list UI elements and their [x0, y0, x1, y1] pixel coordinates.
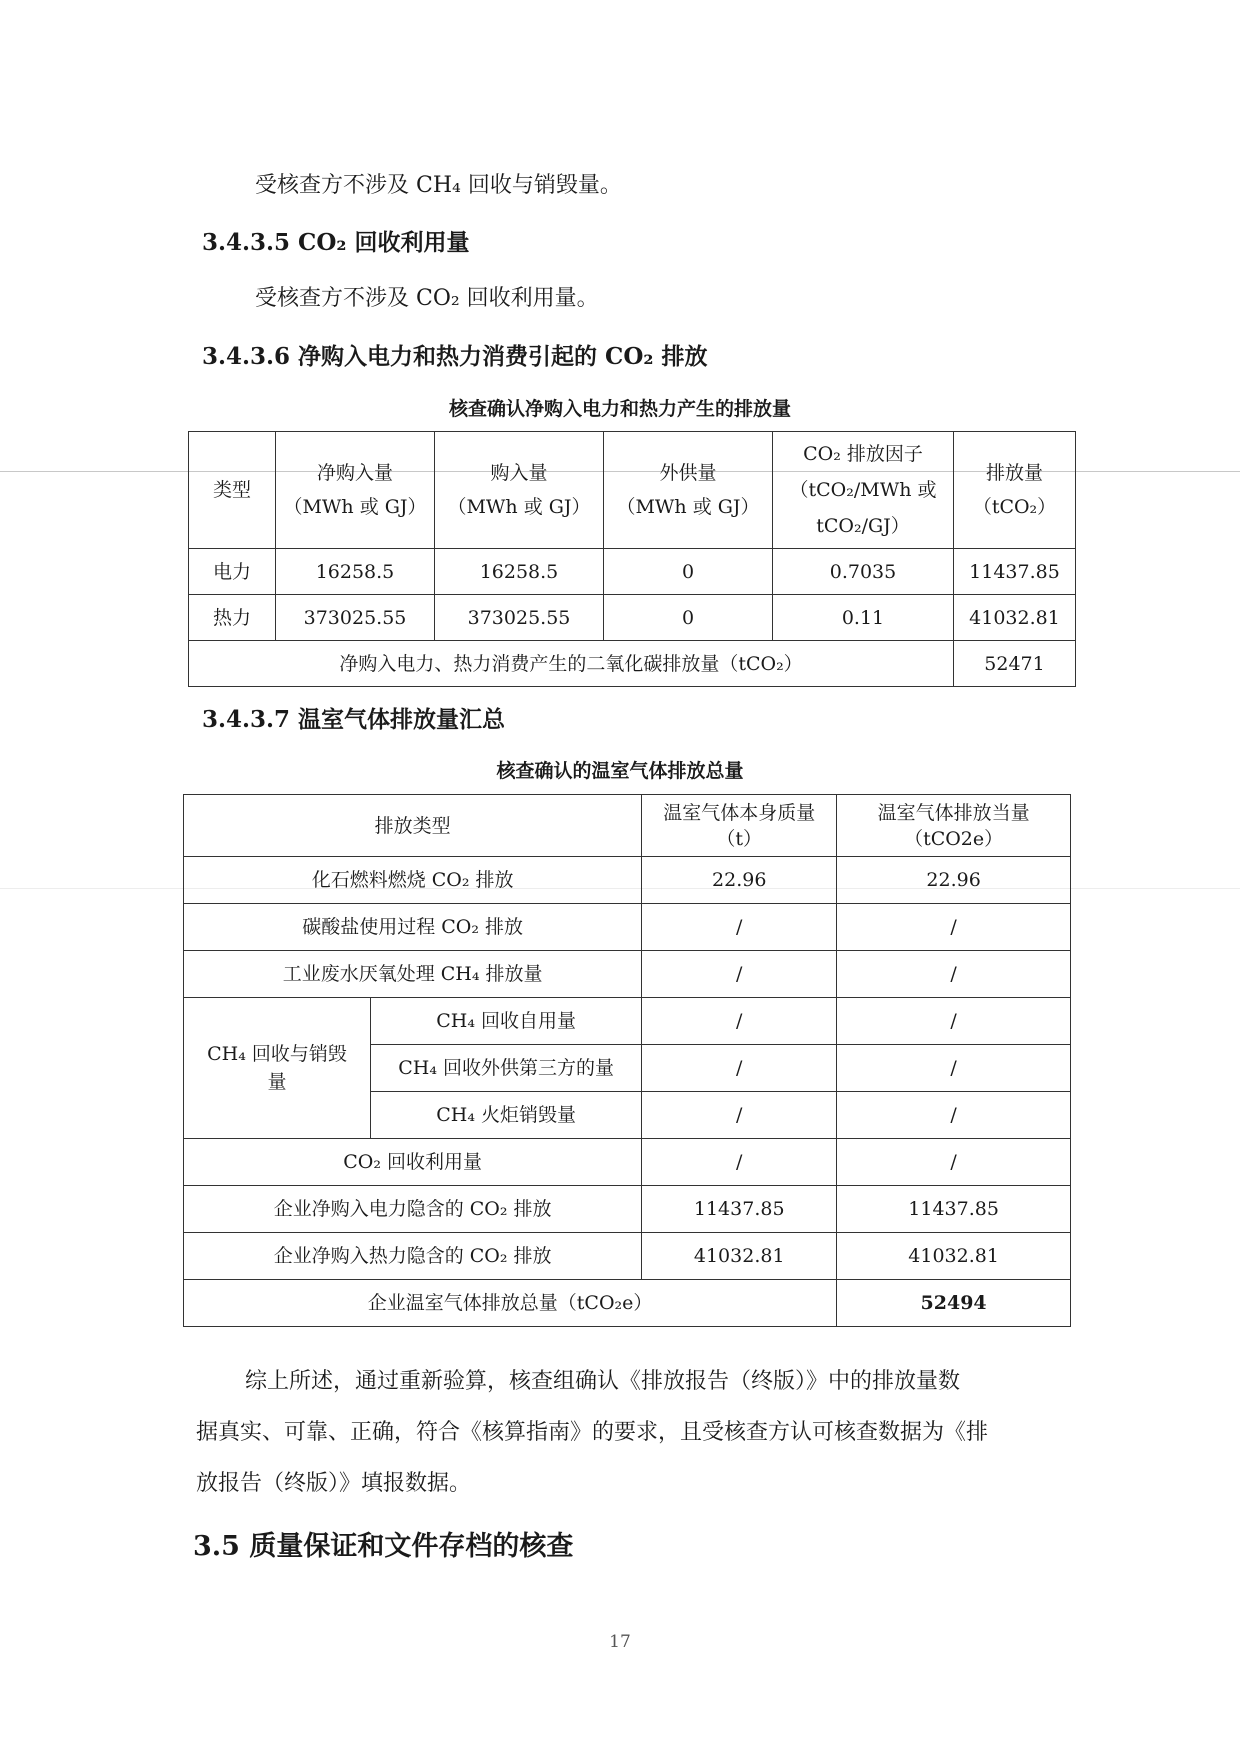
heading-3435: 3.4.3.5 CO₂ 回收利用量	[202, 229, 470, 256]
header-buy-label: 购入量	[490, 462, 548, 484]
conclusion-line-3: 放报告（终版）》填报数据。	[196, 1471, 472, 1496]
header-factor-label: CO₂ 排放因子	[803, 443, 923, 465]
cell-out: 0	[604, 595, 773, 641]
header-net	[276, 432, 435, 549]
header-out	[604, 432, 773, 549]
table-row	[184, 951, 1071, 998]
cell-equivalent: /	[837, 998, 1071, 1045]
table-row	[184, 904, 1071, 951]
cell-net: 373025.55	[276, 595, 435, 641]
table1-caption: 核查确认净购入电力和热力产生的排放量	[448, 398, 791, 420]
header-out-unit: （MWh 或 GJ）	[616, 496, 760, 518]
group-label: CH₄ 回收与销毁量	[184, 998, 371, 1139]
cell-type: 电力	[189, 549, 276, 595]
paragraph-co2: 受核查方不涉及 CO₂ 回收利用量。	[255, 286, 599, 311]
cell-equivalent: 11437.85	[837, 1186, 1071, 1233]
page-number: 17	[609, 1632, 631, 1652]
cell-equivalent: /	[837, 1139, 1071, 1186]
cell-mass: /	[642, 904, 837, 951]
cell-emission: 41032.81	[954, 595, 1076, 641]
net-purchase-table	[188, 431, 1076, 687]
row-label: CH₄ 火炬销毁量	[371, 1092, 642, 1139]
row-label: CH₄ 回收外供第三方的量	[371, 1045, 642, 1092]
cell-factor: 0.7035	[773, 549, 954, 595]
cell-equivalent: /	[837, 951, 1071, 998]
cell-net: 16258.5	[276, 549, 435, 595]
header-mass: 温室气体本身质量（t）	[642, 795, 837, 857]
table-row	[184, 1233, 1071, 1280]
header-out-label: 外供量	[659, 462, 717, 484]
table-row	[184, 1139, 1071, 1186]
cell-equivalent: /	[837, 1092, 1071, 1139]
header-net-unit: （MWh 或 GJ）	[283, 496, 427, 518]
row-label: CH₄ 回收自用量	[371, 998, 642, 1045]
total-label: 企业温室气体排放总量（tCO₂e）	[184, 1280, 837, 1327]
paragraph-ch4: 受核查方不涉及 CH₄ 回收与销毁量。	[255, 173, 622, 198]
table-row	[189, 549, 1076, 595]
table-row	[184, 1186, 1071, 1233]
header-emission	[954, 432, 1076, 549]
header-factor-unit2: tCO₂/GJ）	[816, 515, 910, 537]
table-row	[189, 595, 1076, 641]
conclusion-line-2: 据真实、可靠、正确，符合《核算指南》的要求，且受核查方认可核查数据为《排	[196, 1420, 989, 1445]
row-label: 工业废水厌氧处理 CH₄ 排放量	[184, 951, 642, 998]
total-value: 52471	[954, 641, 1076, 687]
cell-mass: 22.96	[642, 857, 837, 904]
header-factor	[773, 432, 954, 549]
conclusion-line-1: 综上所述，通过重新验算，核查组确认《排放报告（终版）》中的排放量数	[245, 1369, 961, 1394]
heading-35: 3.5 质量保证和文件存档的核查	[193, 1531, 574, 1562]
heading-3436: 3.4.3.6 净购入电力和热力消费引起的 CO₂ 排放	[202, 343, 708, 370]
cell-equivalent: 22.96	[837, 857, 1071, 904]
table-total-row	[189, 641, 1076, 687]
header-buy	[435, 432, 604, 549]
row-label: 企业净购入电力隐含的 CO₂ 排放	[184, 1186, 642, 1233]
cell-mass: /	[642, 951, 837, 998]
header-buy-unit: （MWh 或 GJ）	[447, 496, 591, 518]
cell-type: 热力	[189, 595, 276, 641]
header-equivalent: 温室气体排放当量（tCO2e）	[837, 795, 1071, 857]
cell-mass: 11437.85	[642, 1186, 837, 1233]
cell-mass: /	[642, 1139, 837, 1186]
cell-mass: /	[642, 1045, 837, 1092]
cell-buy: 16258.5	[435, 549, 604, 595]
table-row	[184, 998, 1071, 1045]
header-emission-unit: （tCO₂）	[972, 496, 1057, 518]
ghg-summary-table	[183, 794, 1071, 1327]
cell-mass: /	[642, 998, 837, 1045]
cell-equivalent: 41032.81	[837, 1233, 1071, 1280]
cell-factor: 0.11	[773, 595, 954, 641]
total-label: 净购入电力、热力消费产生的二氧化碳排放量（tCO₂）	[189, 641, 954, 687]
table-total-row	[184, 1280, 1071, 1327]
header-factor-unit1: （tCO₂/MWh 或	[789, 479, 937, 501]
cell-out: 0	[604, 549, 773, 595]
table2-caption: 核查确认的温室气体排放总量	[496, 760, 744, 782]
header-net-label: 净购入量	[316, 462, 393, 484]
total-value: 52494	[837, 1280, 1071, 1327]
cell-mass: /	[642, 1092, 837, 1139]
cell-equivalent: /	[837, 904, 1071, 951]
row-label: 碳酸盐使用过程 CO₂ 排放	[184, 904, 642, 951]
header-emission-type: 排放类型	[184, 795, 642, 857]
cell-equivalent: /	[837, 1045, 1071, 1092]
row-label: CO₂ 回收利用量	[184, 1139, 642, 1186]
cell-buy: 373025.55	[435, 595, 604, 641]
cell-emission: 11437.85	[954, 549, 1076, 595]
heading-3437: 3.4.3.7 温室气体排放量汇总	[202, 706, 506, 733]
table-row	[184, 857, 1071, 904]
cell-mass: 41032.81	[642, 1233, 837, 1280]
header-emission-label: 排放量	[985, 462, 1043, 484]
header-type: 类型	[189, 432, 276, 549]
row-label: 化石燃料燃烧 CO₂ 排放	[184, 857, 642, 904]
row-label: 企业净购入热力隐含的 CO₂ 排放	[184, 1233, 642, 1280]
